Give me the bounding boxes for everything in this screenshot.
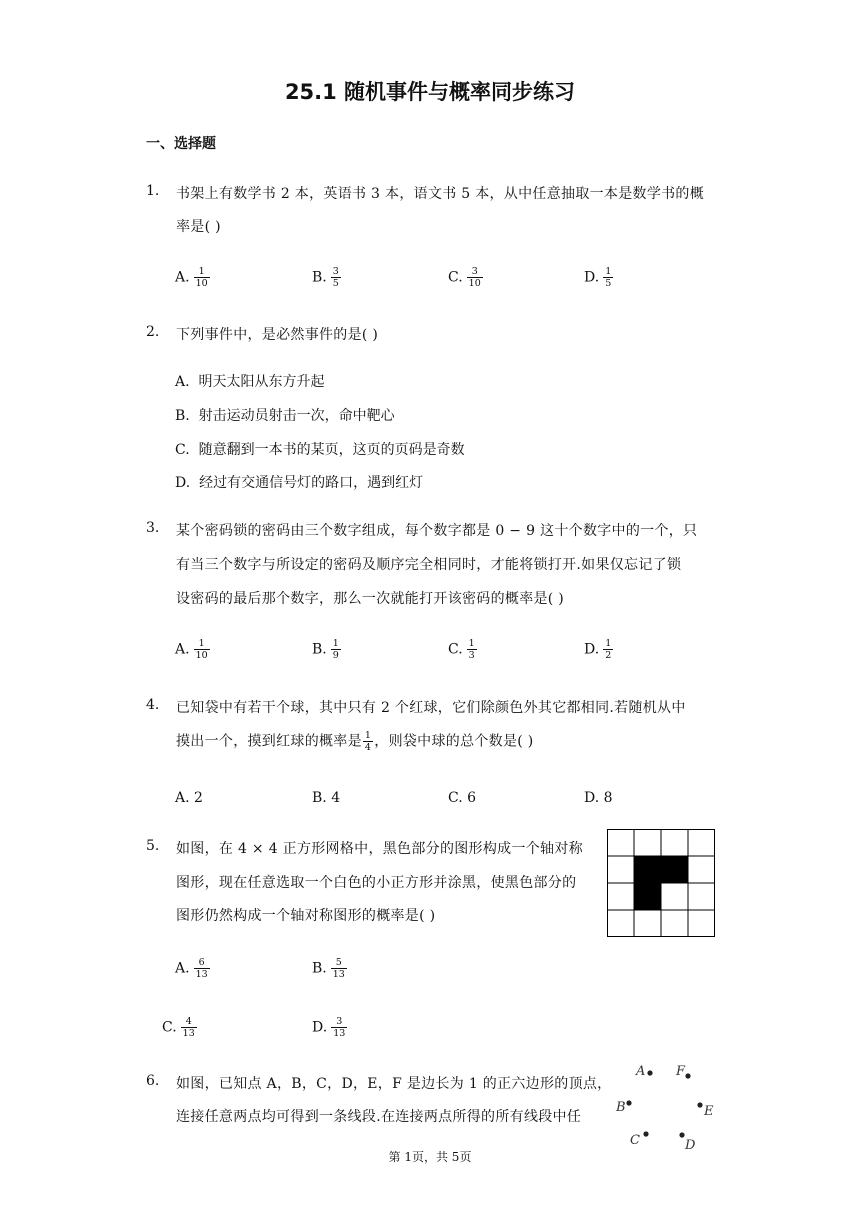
fraction: $\frac{1}{5}$ bbox=[605, 266, 612, 289]
point-f bbox=[675, 1064, 691, 1079]
q2-option-d: D. 经过有交通信号灯的路口，遇到红灯 bbox=[175, 475, 424, 491]
svg-text:C: C bbox=[630, 1133, 640, 1148]
fraction: $\frac{3}{10}$ bbox=[468, 266, 481, 289]
q3-option-d: D. $\frac{1}{2}$ bbox=[584, 638, 612, 661]
q4-option-d: D. 8 bbox=[584, 790, 613, 806]
question-5-line-1: 如图，在 4 × 4 正方形网格中，黑色部分的图形构成一个轴对称 bbox=[176, 841, 583, 857]
fraction: $\frac{4}{13}$ bbox=[182, 1016, 195, 1039]
question-3-number: 3. bbox=[146, 520, 160, 536]
hexagon-points-figure bbox=[610, 1058, 725, 1158]
question-4-line-2: 摸出一个，摸到红球的概率是 $\frac{1}{4}$ ，则袋中球的总个数是( ) bbox=[176, 730, 534, 753]
question-5-line-3: 图形仍然构成一个轴对称图形的概率是( ) bbox=[176, 908, 436, 924]
svg-text:B: B bbox=[616, 1100, 626, 1115]
fraction: $\frac{6}{13}$ bbox=[195, 957, 208, 980]
grid-lines bbox=[607, 829, 715, 937]
grid-figure bbox=[607, 829, 715, 937]
q5-option-d: D. $\frac{3}{13}$ bbox=[312, 1016, 346, 1039]
question-1-line-1: 书架上有数学书 2 本，英语书 3 本，语文书 5 本，从中任意抽取一本是数学书的概 bbox=[176, 186, 705, 202]
svg-text:A: A bbox=[636, 1064, 646, 1079]
q4-option-b: B. 4 bbox=[312, 790, 341, 806]
fraction: $\frac{5}{13}$ bbox=[332, 957, 345, 980]
fraction: $\frac{1}{9}$ bbox=[332, 638, 339, 661]
page-footer: 第 1页，共 5页 bbox=[388, 1150, 472, 1164]
q2-option-c: C. 随意翻到一本书的某页，这页的页码是奇数 bbox=[175, 442, 465, 458]
q2-option-a: A. 明天太阳从东方升起 bbox=[175, 374, 325, 390]
question-2-number: 2. bbox=[146, 324, 160, 340]
q1-option-a: A. $\frac{1}{10}$ bbox=[175, 266, 208, 289]
section-heading: 一、选择题 bbox=[146, 136, 216, 152]
point-c bbox=[630, 1131, 649, 1148]
question-3-line-3: 设密码的最后那个数字，那么一次就能打开该密码的概率是( ) bbox=[176, 591, 565, 607]
fraction: $\frac{3}{13}$ bbox=[333, 1016, 346, 1039]
q5-option-c: C. $\frac{4}{13}$ bbox=[162, 1016, 195, 1039]
svg-text:E: E bbox=[704, 1104, 714, 1119]
question-3-line-2: 有当三个数字与所设定的密码及顺序完全相同时，才能将锁打开.如果仅忘记了锁 bbox=[176, 557, 682, 573]
point-a bbox=[635, 1064, 653, 1079]
question-6-line-1: 如图，已知点 A，B，C，D，E，F 是边长为 1 的正六边形的顶点， bbox=[176, 1076, 612, 1092]
question-4-line-1: 已知袋中有若干个球，其中只有 2 个红球，它们除颜色外其它都相同.若随机从中 bbox=[176, 700, 686, 716]
question-2-line-1: 下列事件中，是必然事件的是( ) bbox=[176, 327, 379, 343]
q3-option-a: A. $\frac{1}{10}$ bbox=[175, 638, 208, 661]
q4-option-a: A. 2 bbox=[175, 790, 203, 806]
q1-option-c: C. $\frac{3}{10}$ bbox=[448, 266, 481, 289]
q3-option-b: B. $\frac{1}{9}$ bbox=[312, 638, 339, 661]
question-1-line-2: 率是( ) bbox=[176, 219, 221, 235]
q2-option-b: B. 射击运动员射击一次，命中靶心 bbox=[175, 408, 395, 424]
q1-option-d: D. $\frac{1}{5}$ bbox=[584, 266, 612, 289]
fraction: $\frac{1}{10}$ bbox=[195, 638, 208, 661]
fraction: $\frac{3}{5}$ bbox=[332, 266, 339, 289]
page-title: 25.1 随机事件与概率同步练习 bbox=[284, 80, 576, 104]
question-1-number: 1. bbox=[146, 183, 160, 199]
q5-option-a: A. $\frac{6}{13}$ bbox=[175, 957, 208, 980]
q1-option-b: B. $\frac{3}{5}$ bbox=[312, 266, 339, 289]
q3-option-c: C. $\frac{1}{3}$ bbox=[448, 638, 475, 661]
q5-option-b: B. $\frac{5}{13}$ bbox=[312, 957, 345, 980]
point-e bbox=[697, 1102, 714, 1119]
question-4-number: 4. bbox=[146, 697, 160, 713]
question-6-line-2: 连接任意两点均可得到一条线段.在连接两点所得的所有线段中任 bbox=[176, 1109, 582, 1125]
question-5-line-2: 图形，现在任意选取一个白色的小正方形并涂黑，使黑色部分的 bbox=[176, 875, 577, 891]
fraction: $\frac{1}{4}$ bbox=[364, 730, 372, 753]
question-5-number: 5. bbox=[146, 838, 160, 854]
question-6-number: 6. bbox=[146, 1073, 160, 1089]
fraction: $\frac{1}{10}$ bbox=[195, 266, 208, 289]
fraction: $\frac{1}{3}$ bbox=[468, 638, 475, 661]
q4-option-c: C. 6 bbox=[448, 790, 477, 806]
svg-text:F: F bbox=[676, 1064, 686, 1079]
svg-text:D: D bbox=[685, 1138, 696, 1153]
question-3-line-1: 某个密码锁的密码由三个数字组成，每个数字都是 0 − 9 这十个数字中的一个，只 bbox=[176, 523, 698, 539]
fraction: $\frac{1}{2}$ bbox=[605, 638, 612, 661]
point-b bbox=[615, 1100, 632, 1115]
